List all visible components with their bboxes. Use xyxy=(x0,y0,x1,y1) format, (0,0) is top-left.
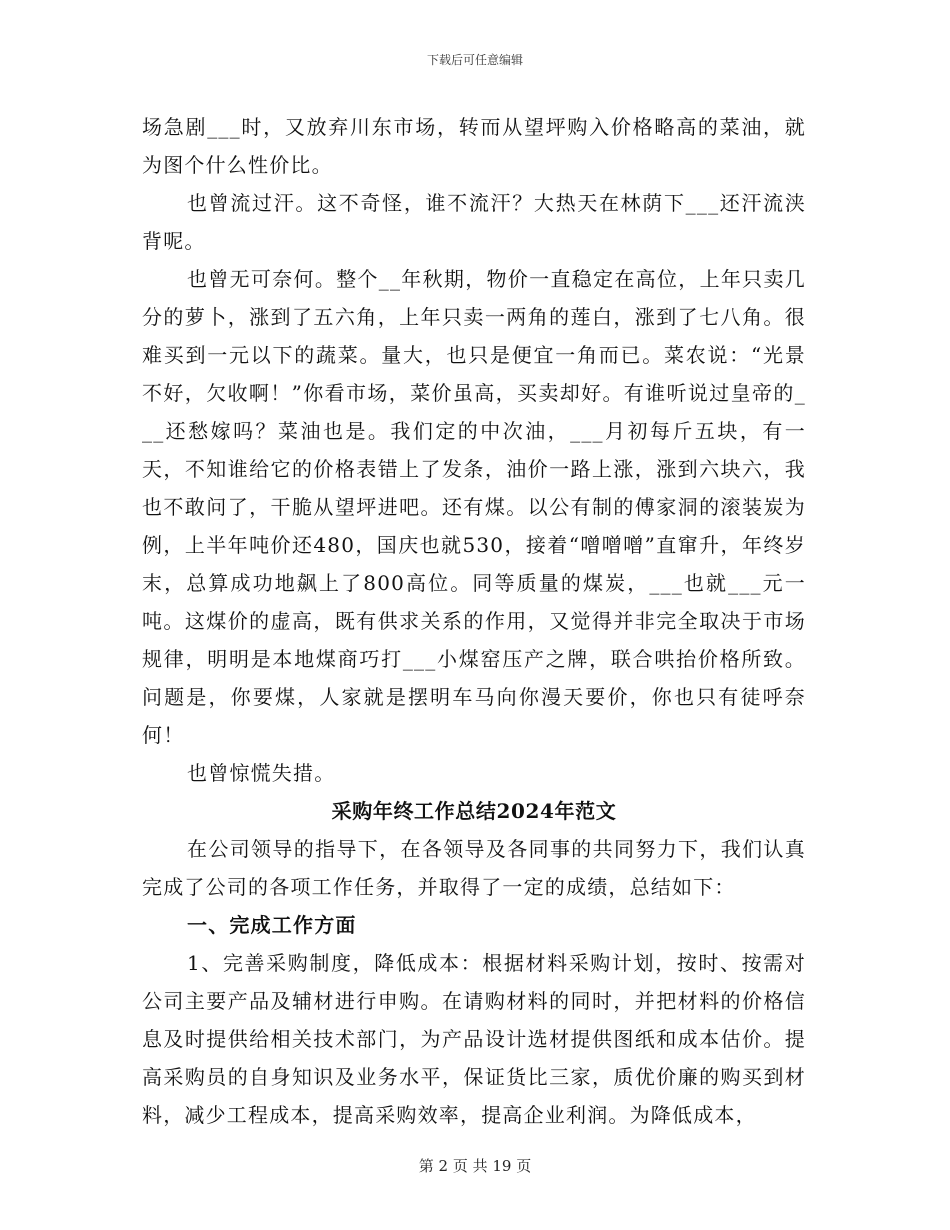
paragraph-continued: 场急剧___时，又放弃川东市场，转而从望坪购入价格略高的菜油，就为图个什么性价比。 xyxy=(142,115,806,177)
paragraph-sweat: 也曾流过汗。这不奇怪，谁不流汗？大热天在林荫下___还汗流浃背呢。 xyxy=(142,191,806,253)
paragraph-intro: 在公司领导的指导下，在各领导及各同事的共同努力下，我们认真完成了公司的各项工作任务，并取得了一定的成绩，总结如下： xyxy=(142,837,806,899)
document-body xyxy=(142,108,806,1134)
paragraph-prices: 也曾无可奈何。整个__年秋期，物价一直稳定在高位，上年只卖几分的萝卜，涨到了五六角，上年只卖一两角的莲白，涨到了七八角。很难买到一元以下的蔬菜。量大，也只是便宜一角而已。菜农说：“光景不好，欠收啊！”你看市场，菜价虽高，买卖却好。有谁听说过皇帝的___还愁嫁吗？菜油也是。我们定的中次油，___月初每斤五块，有一天，不知谁给它的价格表错上了发条，油价一路上涨，涨到六块六，我也不敢问了，干脆从望坪进吧。还有煤。以公有制的傅家洞的滚装炭为例，上半年吨价还480，国庆也就530，接着“噌噌噌”直窜升，年终岁末，总算成功地飙上了800高位。同等质量的煤炭，___也就___元一吨。这煤价的虚高，既有供求关系的作用，又觉得并非完全取决于市场规律，明明是本地煤商巧打___小煤窑压产之牌，联合哄抬价格所致。问题是，你要煤，人家就是摆明车马向你漫天要价，你也只有徒呼奈何！ xyxy=(142,267,806,747)
section-title: 采购年终工作总结2024年范文 xyxy=(331,799,617,823)
page-header: 下载后可任意编辑 xyxy=(426,53,523,67)
page-number: 第 2 页 共 19 页 xyxy=(418,1157,532,1175)
section-heading-1: 一、完成工作方面 xyxy=(187,913,357,937)
paragraph-panic: 也曾惊慌失措。 xyxy=(187,761,336,785)
paragraph-procurement: 1、完善采购制度，降低成本：根据材料采购计划，按时、按需对公司主要产品及辅材进行申购。在请购材料的同时，并把材料的价格信息及时提供给相关技术部门，为产品设计选材提供图纸和成本估价。提高采购员的自身知识及业务水平，保证货比三家，质优价廉的购买到材料，减少工程成本，提高采购效率，提高企业利润。为降低成本， xyxy=(142,951,806,1127)
